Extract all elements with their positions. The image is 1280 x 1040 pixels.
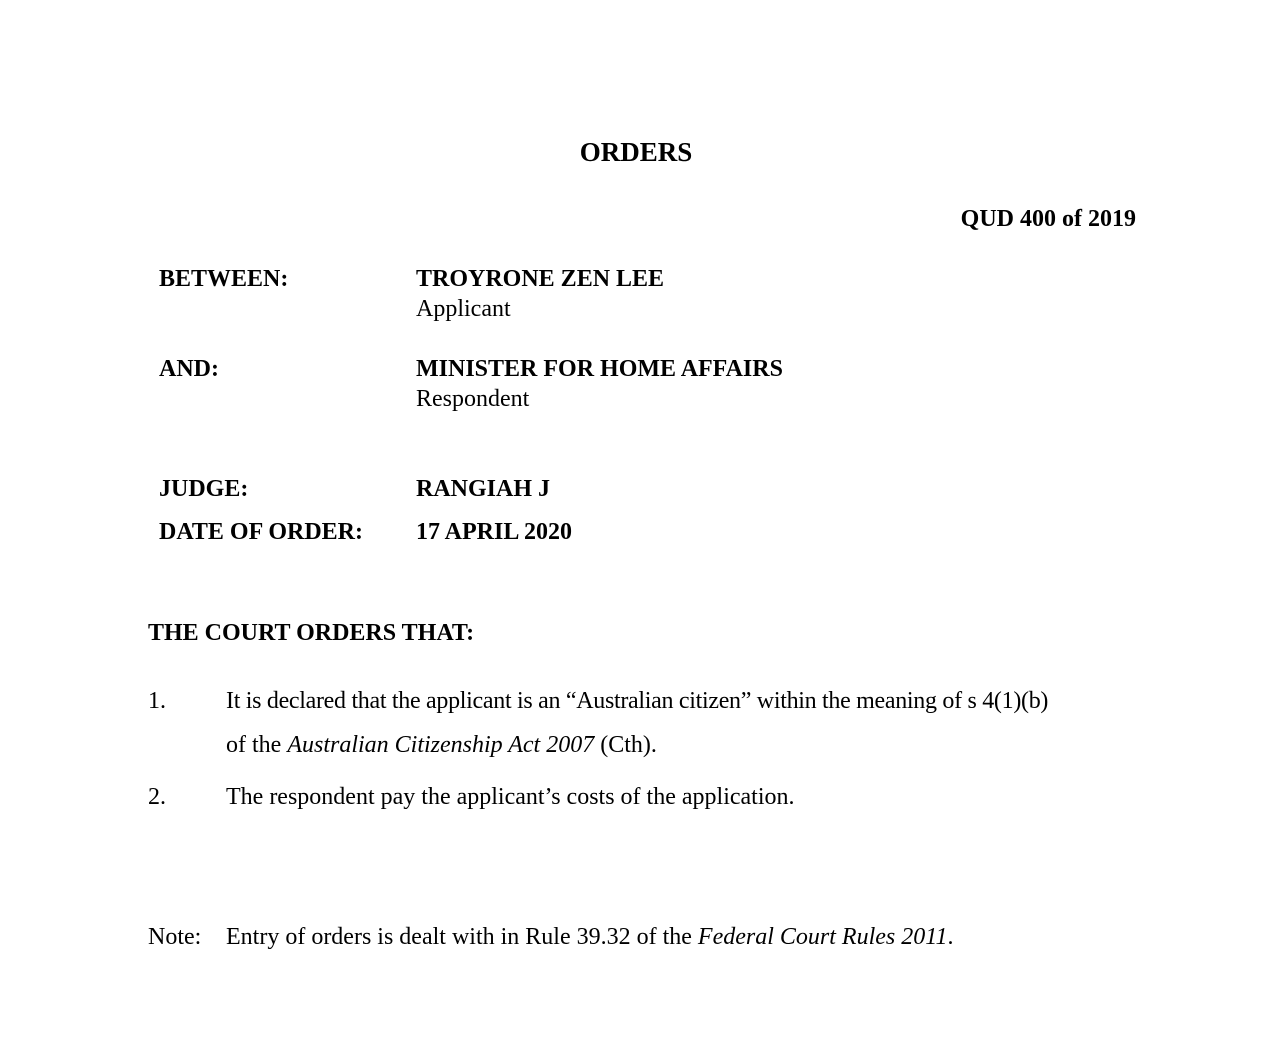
respondent-name: MINISTER FOR HOME AFFAIRS [416, 356, 783, 382]
order-number: 2. [148, 784, 166, 810]
party-label-and: AND: [159, 356, 219, 382]
note-label: Note: [148, 924, 202, 950]
order-text-line: The respondent pay the applicant’s costs of the application. [226, 784, 795, 810]
judge-label: JUDGE: [159, 476, 249, 502]
applicant-name: TROYRONE ZEN LEE [416, 266, 665, 292]
date-of-order-label: DATE OF ORDER: [159, 519, 363, 545]
applicant-role: Applicant [416, 296, 511, 322]
file-number: QUD 400 of 2019 [960, 206, 1136, 232]
note-text: . [947, 924, 954, 950]
note-text: Entry of orders is dealt with in Rule 39.32 of the [226, 924, 698, 950]
rules-title: Federal Court Rules 2011 [697, 924, 948, 950]
order-number: 1. [148, 688, 166, 714]
order-text-line [226, 732, 657, 759]
document-title: ORDERS [579, 137, 693, 167]
date-of-order-value: 17 APRIL 2020 [416, 519, 573, 545]
act-title: Australian Citizenship Act 2007 [287, 732, 595, 758]
orders-heading: THE COURT ORDERS THAT: [148, 620, 475, 646]
party-label-between: BETWEEN: [159, 266, 289, 292]
order-text-fragment: of the [226, 732, 288, 758]
order-text-fragment: (Cth). [594, 732, 657, 758]
judge-value: RANGIAH J [416, 476, 551, 502]
respondent-role: Respondent [416, 386, 530, 412]
order-text-line: It is declared that the applicant is an “Australian citizen” within the meaning of s 4(1)(b) [226, 688, 1049, 714]
note [148, 924, 953, 951]
